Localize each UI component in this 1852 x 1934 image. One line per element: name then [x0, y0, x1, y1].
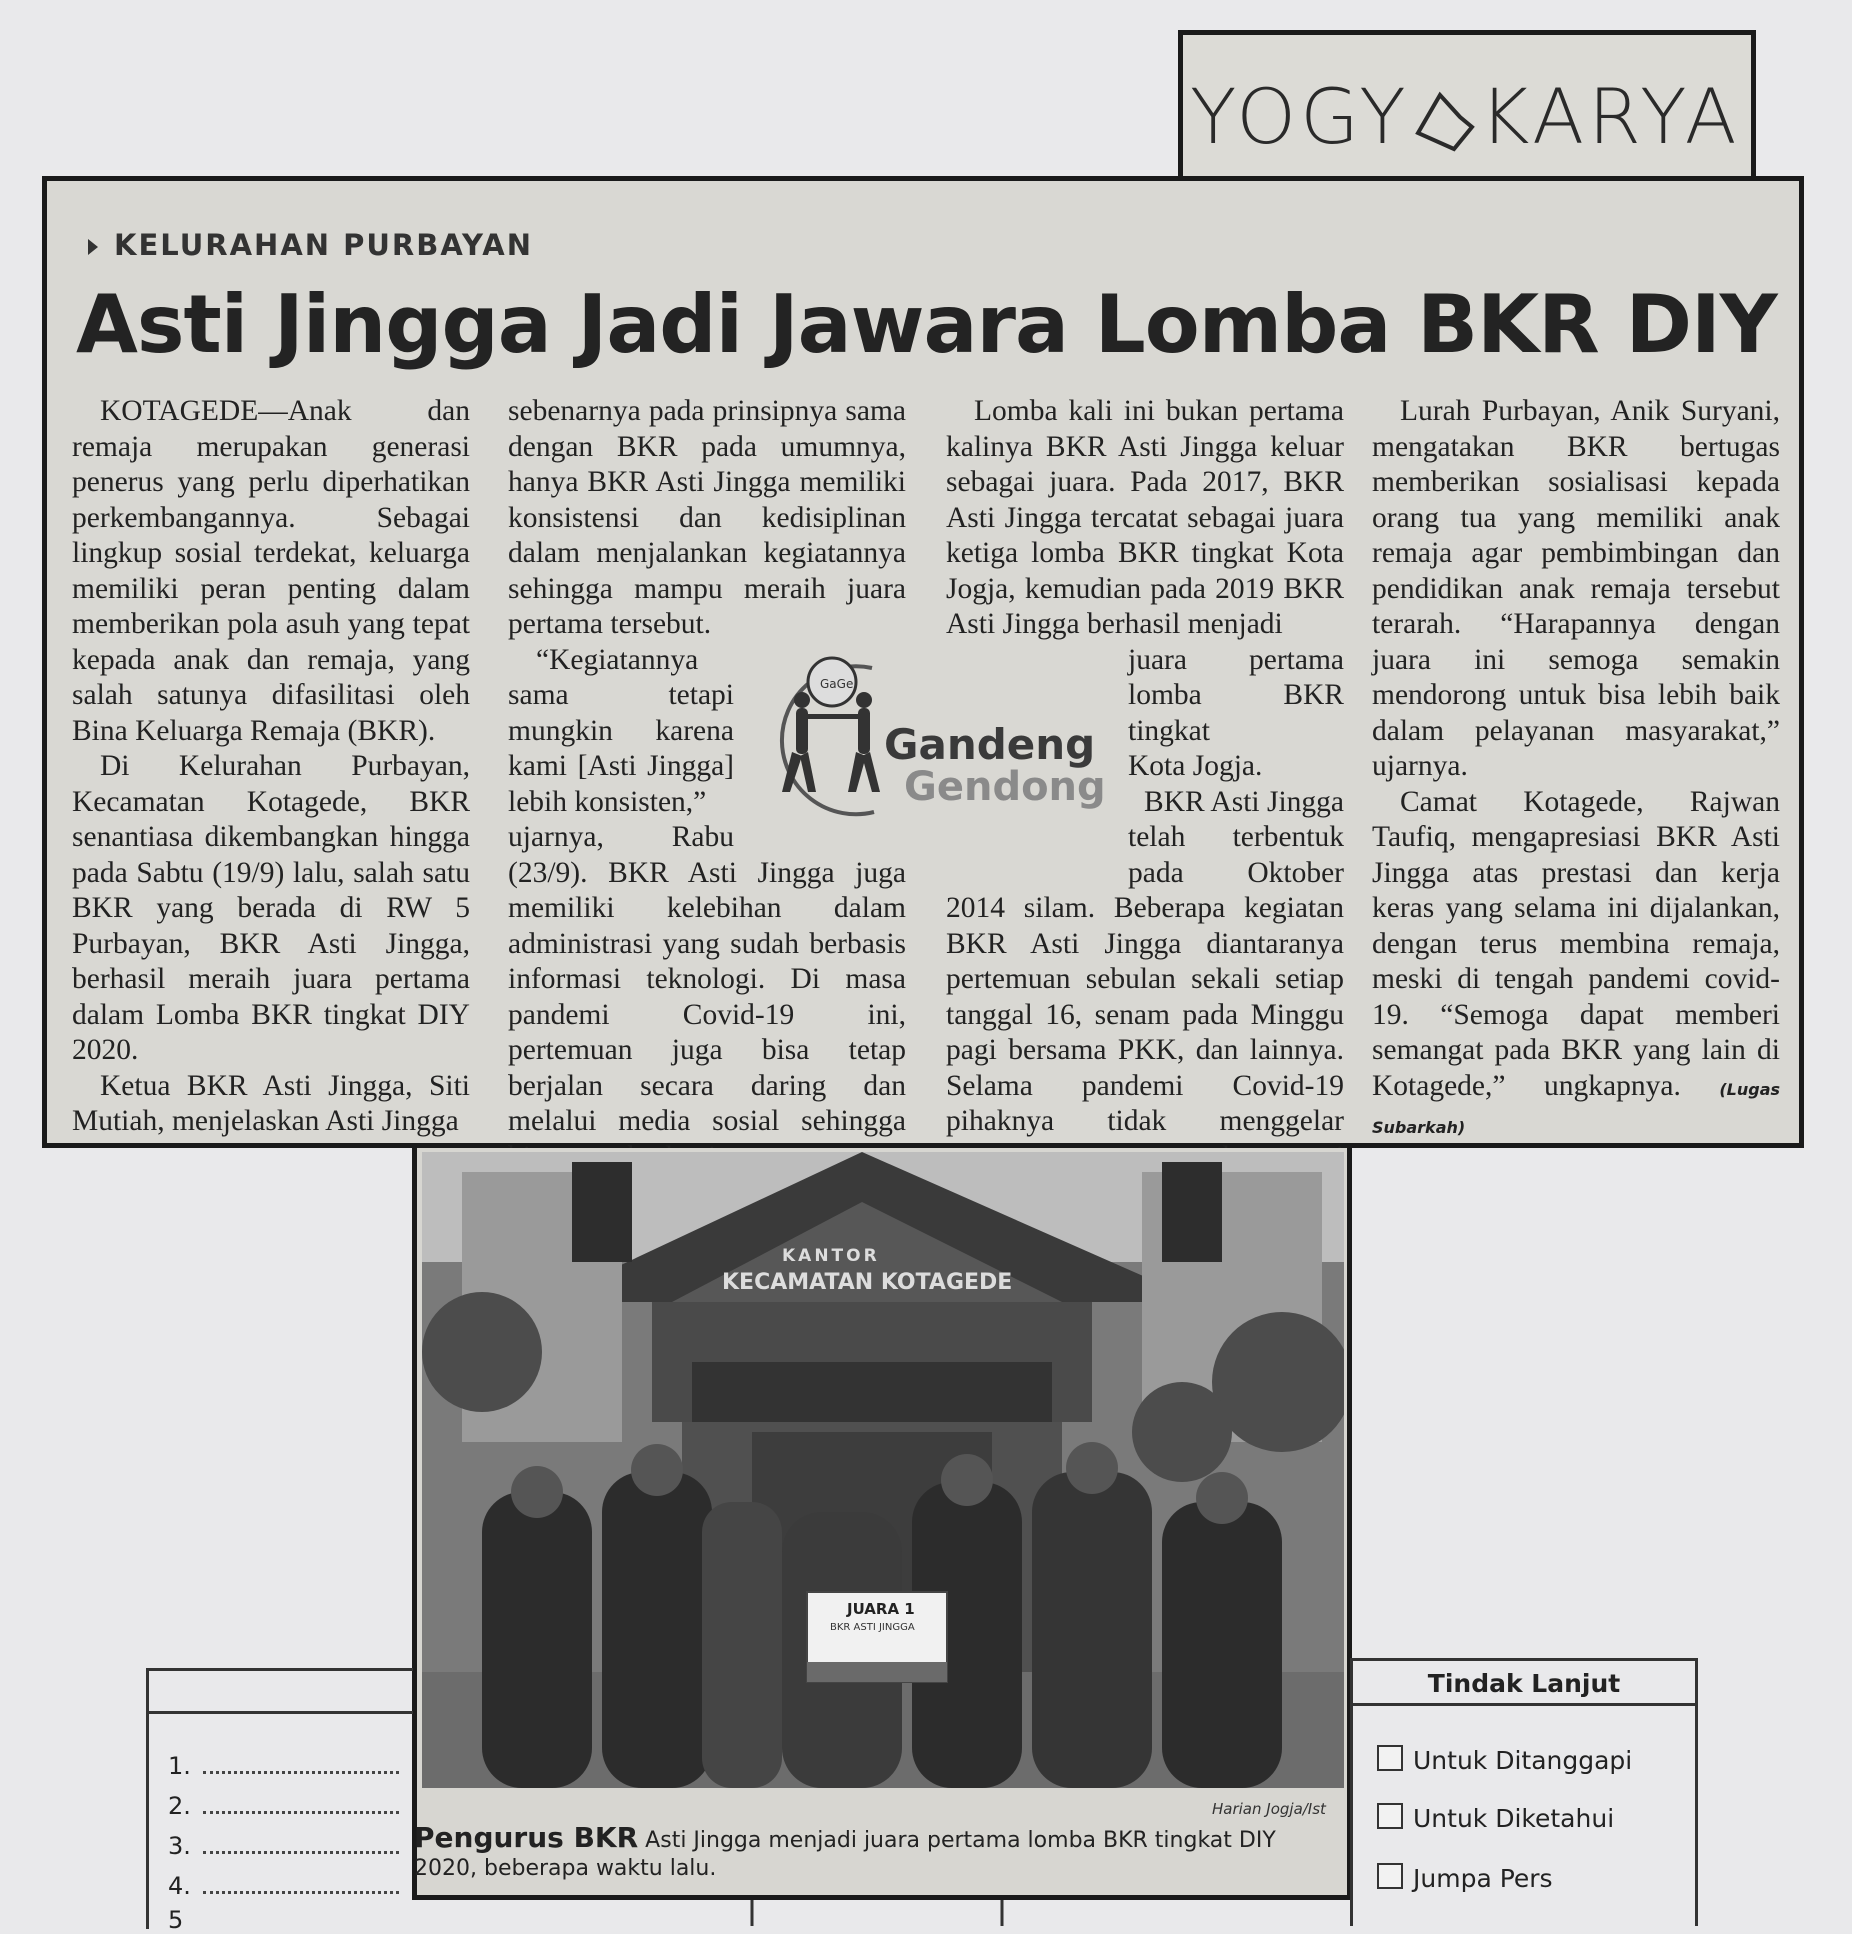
tindak-lanjut-box — [1350, 1658, 1698, 1926]
paragraph: Di Kelurahan Purbayan, Kecamatan Kotagede, BKR senantiasa dikembangkan hingga pada Sabtu (19/9) lalu, salah satu BKR yang berada di RW 5 Purbayan, BKR Asti Jingga, berhasil meraih juara pertama dalam Lomba BKR tingkat DIY 2020. — [72, 750, 470, 1066]
dotted-fill-line — [203, 1811, 399, 1814]
text-line: lomba BKR tingkat — [1128, 679, 1344, 747]
building-sign-line1: KANTOR — [782, 1246, 880, 1266]
paragraph-text: Camat Kotagede, Rajwan Taufiq, mengapresiasi BKR Asti Jingga atas prestasi dan kerja keras yang selama ini dijalankan, dengan terus membina remaja, meski di tengah pandemi covid-19. “Semoga dapat memberi semangat pada BKR yang lain di Kotagede,” ungkapnya. — [1372, 785, 1780, 1102]
checkbox-icon[interactable] — [1377, 1863, 1403, 1889]
paragraph: Lomba kali ini bukan pertama kalinya BKR Asti Jingga keluar sebagai juara. Pada 2017, BKR Asti Jingga tercatat sebagai juara ketiga lomba BKR tingkat Kota Jogja, kemudian pada 2019 BKR Asti Jingga berhasil menjadi — [946, 395, 1344, 640]
form-line-number: 3. — [168, 1832, 191, 1860]
form-line-number: 5 — [168, 1906, 184, 1934]
text-line: BKR Asti Jingga — [1144, 785, 1344, 818]
article-headline: Asti Jingga Jadi Jawara Lomba BKR DIY — [76, 278, 1777, 371]
paragraph — [1372, 785, 1780, 1146]
quote-line: ujarnya, Rabu — [508, 821, 734, 853]
caption-text: Asti Jingga menjadi juara pertama lomba BKR tingkat DIY 2020, beberapa waktu lalu. — [414, 1828, 1276, 1881]
kicker-text: KELURAHAN PURBAYAN — [114, 228, 533, 262]
article-column-4 — [1372, 394, 1780, 1146]
paragraph: KOTAGEDE—Anak dan remaja merupakan generasi penerus yang perlu diperhatikan perkembangannya. Sebagai lingkup sosial terdekat, keluarga memiliki peran penting dalam memberikan pola asuh yang tepat kepada anak dan remaja, yang salah satunya difasilitasi oleh Bina Keluarga Remaja (BKR). — [72, 395, 470, 747]
quote-line: lebih konsisten,” — [508, 785, 707, 818]
paragraph: 2014 silam. Beberapa kegiatan BKR Asti Jingga diantaranya pertemuan sebulan sekali setiap tanggal 16, senam pada Minggu pagi bersama PKK, dan lainnya. Selama pandemi Covid-19 pihaknya tidak menggelar — [946, 892, 1344, 1137]
dotted-fill-line — [203, 1891, 399, 1894]
quote-line: kami [Asti Jingga] — [508, 750, 734, 782]
form-line-2[interactable] — [168, 1792, 399, 1820]
text-line: juara pertama — [1128, 643, 1344, 676]
form-line-number: 1. — [168, 1752, 191, 1780]
wrapped-text-block — [1128, 643, 1344, 892]
text-line: telah terbentuk — [1128, 821, 1344, 853]
dotted-fill-line — [203, 1771, 399, 1774]
checkbox-label: Jumpa Pers — [1413, 1864, 1553, 1893]
tindak-lanjut-title: Tindak Lanjut — [1427, 1669, 1621, 1698]
photo-credit: Harian Jogja/Ist — [1212, 1800, 1326, 1818]
form-line-3[interactable] — [168, 1832, 399, 1860]
news-photo — [422, 1152, 1344, 1788]
article-kicker — [88, 228, 533, 262]
checkbox-jumpa-pers[interactable] — [1377, 1863, 1553, 1893]
publication-logo — [1190, 72, 1741, 161]
quote-line: “Kegiatannya — [536, 643, 699, 676]
dotted-fill-line — [203, 1851, 399, 1854]
graphic-badge: GaGe — [820, 677, 854, 691]
form-line-4[interactable] — [168, 1872, 399, 1900]
graphic-title-line1: Gandeng — [884, 720, 1096, 769]
graphic-title-line2: Gendong — [904, 764, 1106, 810]
paragraph: Lurah Purbayan, Anik Suryani, mengatakan BKR bertugas memberikan sosialisasi kepada orang tua yang memiliki anak remaja agar pembimbingan dan pendidikan anak remaja tersebut terarah. “Harapannya dengan juara ini semoga semakin mendorong untuk bisa lebih baik dalam pelayanan masyarakat,” ujarnya. — [1372, 395, 1780, 782]
checkbox-icon[interactable] — [1377, 1803, 1403, 1829]
author-credit: (Lugas Subarkah) — [1372, 1079, 1781, 1137]
form-line-1[interactable] — [168, 1752, 399, 1780]
checkbox-untuk-ditanggapi[interactable] — [1377, 1745, 1632, 1775]
triangle-bullet-icon — [88, 239, 98, 255]
checkbox-label: Untuk Ditanggapi — [1413, 1746, 1633, 1775]
form-divider — [149, 1711, 413, 1714]
paragraph: (23/9). BKR Asti Jingga juga memiliki kelebihan dalam administrasi yang sudah berbasis informasi teknologi. Di masa pandemi Covid-19 ini, pertemuan juga bisa tetap berjalan secara daring dan melalui media sosial sehingga — [508, 856, 906, 1137]
form-bottom-rules — [412, 1900, 1352, 1926]
banner-subtitle: BKR ASTI JINGGA — [830, 1622, 915, 1633]
text-line: Kota Jogja. — [1128, 750, 1263, 782]
caption-lead: Pengurus BKR — [414, 1821, 639, 1854]
photo-caption — [414, 1821, 1344, 1883]
logo-text-left: YOGY — [1190, 72, 1410, 161]
article-column-1 — [72, 394, 470, 1140]
paragraph: Ketua BKR Asti Jingga, Siti Mutiah, menjelaskan Asti Jingga — [72, 1069, 470, 1137]
form-line-number: 4. — [168, 1872, 191, 1900]
logo-mark-icon — [1410, 87, 1480, 157]
text-line: pada Oktober — [1128, 856, 1344, 889]
tindak-lanjut-divider — [1353, 1703, 1695, 1706]
office-building-scene — [422, 1152, 1344, 1788]
logo-text-right: KARYA — [1479, 72, 1741, 161]
form-line-5[interactable] — [168, 1906, 183, 1934]
paragraph: sebenarnya pada prinsipnya sama dengan BKR pada umumnya, hanya BKR Asti Jingga memiliki konsistensi dan kedisiplinan dalam menjalankan kegiatannya sehingga mampu meraih juara pertama tersebut. — [508, 395, 906, 640]
building-sign-line2: KECAMATAN KOTAGEDE — [722, 1270, 1013, 1295]
quote-line: mungkin karena — [508, 714, 734, 747]
checkbox-label: Untuk Diketahui — [1413, 1804, 1615, 1833]
checkbox-untuk-diketahui[interactable] — [1377, 1803, 1614, 1833]
quote-block — [508, 643, 734, 856]
quote-line: sama tetapi — [508, 679, 734, 711]
form-line-number: 2. — [168, 1792, 191, 1820]
banner-title: JUARA 1 — [847, 1600, 915, 1618]
checkbox-icon[interactable] — [1377, 1745, 1403, 1771]
